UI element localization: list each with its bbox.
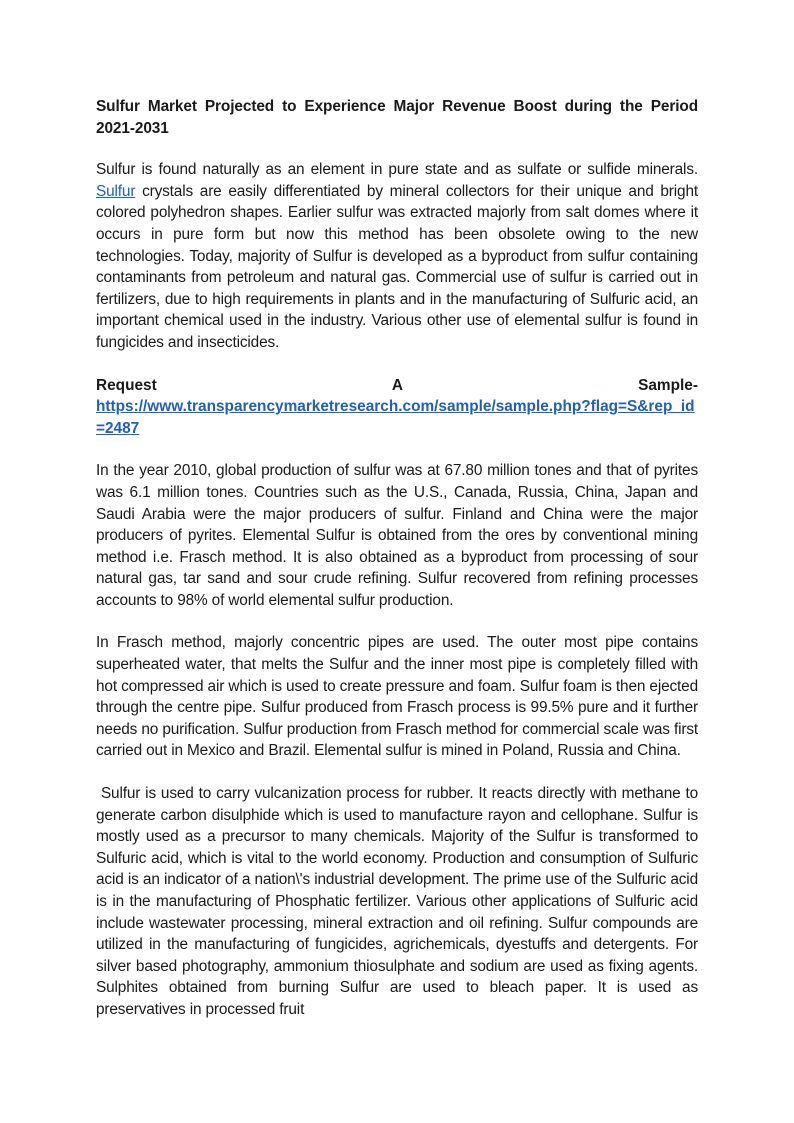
paragraph-production: In the year 2010, global production of sulfur was at 67.80 million tones and that of pyrites was 6.1 million tones. Countries such as the U.S., Canada, Russia, China, Japan and Saudi Arabia were the major producers of sulfur. Finland and China were the major producers of pyrites. Elemental Sulfur is obtained from the ores by conventional mining method i.e. Frasch method. It is also obtained as a byproduct from processing of sour natural gas, tar sand and sour crude refining. Sulfur recovered from refining processes accounts to 98% of world elemental sulfur production.: [96, 462, 698, 609]
a-word: A: [391, 376, 403, 394]
document-title: Sulfur Market Projected to Experience Major Revenue Boost during the Period 2021-2031: [96, 98, 698, 137]
paragraph-uses: Sulfur is used to carry vulcanization process for rubber. It reacts directly with methane to generate carbon disulphide which is used to manufacture rayon and cellophane. Sulfur is mostly used as a precursor to many chemicals. Majority of the Sulfur is transformed to Sulfuric acid, which is vital to the world economy. Production and consumption of Sulfuric acid is an indicator of a nation\'s industrial development. The prime use of the Sulfuric acid is in the manufacturing of Phosphatic fertilizer. Various other applications of Sulfuric acid include wastewater processing, mineral extraction and oil refining. Sulfur compounds are utilized in the manufacturing of fungicides, agrichemicals, dyestuffs and detergents. For silver based photography, ammonium thiosulphate and sodium are used as fixing agents. Sulphites obtained from burning Sulfur are used to bleach paper. It is used as preservatives in processed fruit: [96, 785, 698, 1018]
paragraph-frasch-method: In Frasch method, majorly concentric pipes are used. The outer most pipe contains superheated water, that melts the Sulfur and the inner most pipe is completely filled with hot compressed air which is used to create pressure and foam. Sulfur foam is then ejected through the centre pipe. Sulfur produced from Frasch process is 99.5% pure and it further needs no purification. Sulfur production from Frasch method for commercial scale was first carried out in Mexico and Brazil. Elemental sulfur is mined in Poland, Russia and China.: [96, 634, 698, 760]
document-page: [96, 96, 698, 1042]
request-sample-link[interactable]: https://www.transparencymarketresearch.com/sample/sample.php?flag=S&rep_id=2487: [96, 398, 695, 437]
request-sample-label: [96, 375, 698, 397]
sample-word: Sample-: [638, 376, 698, 394]
request-word: Request: [96, 376, 157, 394]
paragraph-intro-text-before: Sulfur is found naturally as an element in pure state and as sulfate or sulfide minerals.: [96, 161, 698, 179]
paragraph-intro: [96, 159, 698, 353]
request-sample-block: [96, 375, 698, 440]
paragraph-intro-text-after: crystals are easily differentiated by mineral collectors for their unique and bright colored polyhedron shapes. Earlier sulfur was extracted majorly from salt domes where it occurs in pure form but now this method has been obsolete owing to the new technologies. Today, majority of Sulfur is developed as a byproduct from sulfur containing contaminants from petroleum and natural gas. Commercial use of sulfur is carried out in fertilizers, due to high requirements in plants and in the manufacturing of Sulfuric acid, an important chemical used in the industry. Various other use of elemental sulfur is found in fungicides and insecticides.: [96, 182, 698, 351]
sulfur-link[interactable]: Sulfur: [96, 182, 136, 200]
